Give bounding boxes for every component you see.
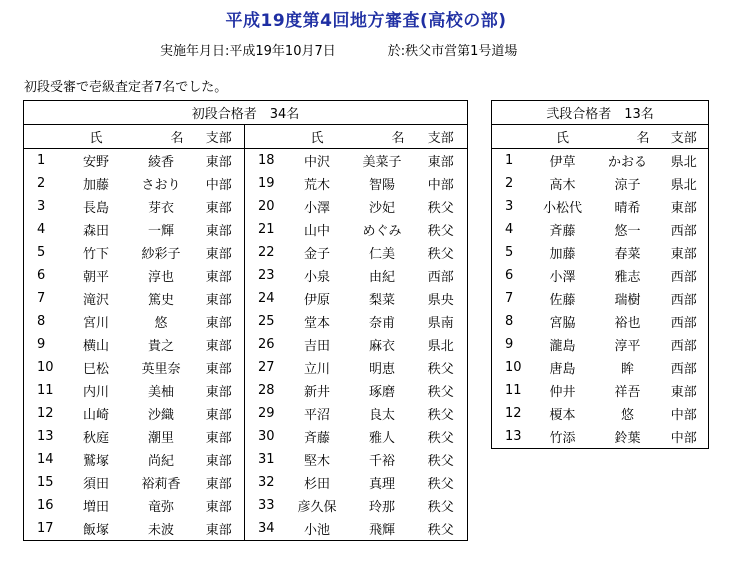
branch-cell: 秩父 (427, 224, 454, 239)
given-name-cell: 仁美 (368, 247, 395, 262)
surname-cell: 仲井 (549, 385, 576, 400)
given-name-cell: 裕莉香 (141, 477, 181, 492)
branch-cell: 東部 (194, 310, 245, 333)
branch-cell: 秩父 (427, 523, 454, 538)
surname-cell: 彦久保 (297, 500, 337, 515)
number-cell: 33 (258, 498, 275, 513)
branch-cell: 東部 (194, 356, 245, 379)
given-name-cell: 一輝 (147, 224, 174, 239)
given-name-cell: めぐみ (362, 224, 402, 239)
given-name-cell: 英里奈 (141, 362, 181, 377)
branch-cell: 中部 (194, 172, 245, 195)
table-row (492, 333, 709, 356)
branch-cell: 県央 (427, 293, 454, 308)
number-cell: 11 (37, 383, 54, 398)
given-name-cell: 淳平 (614, 339, 641, 354)
number-cell: 4 (37, 222, 46, 237)
given-name-cell: 悠 (620, 408, 634, 423)
table-row (24, 379, 468, 402)
surname-cell: 小池 (303, 523, 330, 538)
branch-cell: 秩父 (427, 454, 454, 469)
branch-cell: 東部 (670, 247, 697, 262)
surname-cell: 内川 (82, 385, 109, 400)
number-cell: 6 (37, 268, 46, 283)
table-row (492, 356, 709, 379)
table-row (492, 425, 709, 449)
number-cell: 21 (258, 222, 275, 237)
table-row (24, 448, 468, 471)
number-cell: 23 (258, 268, 275, 283)
surname-cell: 横山 (82, 339, 109, 354)
table-row (492, 287, 709, 310)
number-cell: 12 (505, 406, 522, 421)
given-name-cell: 竜弥 (147, 500, 174, 515)
given-name-cell: 真理 (368, 477, 395, 492)
surname-cell: 小澤 (303, 201, 330, 216)
table-row (24, 425, 468, 448)
given-name-cell: 雅志 (614, 270, 641, 285)
number-cell: 27 (258, 360, 275, 375)
surname-cell: 小澤 (549, 270, 576, 285)
table-row (492, 149, 709, 173)
surname-cell: 堅木 (303, 454, 330, 469)
branch-cell: 西部 (670, 339, 697, 354)
surname-cell: 伊原 (303, 293, 330, 308)
surname-cell: 加藤 (82, 178, 109, 193)
surname-cell: 秋庭 (82, 431, 109, 446)
branch-cell: 東部 (670, 201, 697, 216)
number-cell: 1 (37, 153, 46, 168)
header-surname: 氏 (530, 125, 596, 149)
branch-cell: 秩父 (427, 477, 454, 492)
number-cell: 34 (258, 521, 275, 536)
table-row (24, 517, 468, 541)
branch-cell: 西部 (670, 316, 697, 331)
kyu-note: 初段受審で壱級査定者7名でした。 (24, 80, 228, 95)
number-cell: 3 (505, 199, 514, 214)
surname-cell: 山崎 (82, 408, 109, 423)
surname-cell: 新井 (303, 385, 330, 400)
surname-cell: 小松代 (542, 201, 582, 216)
surname-cell: 竹添 (549, 431, 576, 446)
branch-cell: 西部 (670, 362, 697, 377)
number-cell: 4 (505, 222, 514, 237)
given-name-cell: 千裕 (368, 454, 395, 469)
branch-cell: 東部 (194, 379, 245, 402)
table-row (24, 241, 468, 264)
table-row (492, 379, 709, 402)
branch-cell: 西部 (670, 293, 697, 308)
number-cell: 30 (258, 429, 275, 444)
number-cell: 18 (258, 153, 275, 168)
number-cell: 25 (258, 314, 275, 329)
nidan-rows (492, 149, 709, 449)
number-cell: 6 (505, 268, 514, 283)
surname-cell: 伊草 (549, 155, 576, 170)
shodan-table (23, 100, 468, 541)
number-cell: 2 (37, 176, 46, 191)
header-branch: 支部 (660, 125, 709, 149)
given-name-cell: 裕也 (614, 316, 641, 331)
given-name-cell: 未波 (147, 523, 174, 538)
number-cell: 8 (505, 314, 514, 329)
number-cell: 7 (505, 291, 514, 306)
surname-cell: 中沢 (303, 155, 330, 170)
surname-cell: 唐島 (549, 362, 576, 377)
number-cell: 31 (258, 452, 275, 467)
given-name-cell: 祥吾 (614, 385, 641, 400)
surname-cell: 宮川 (82, 316, 109, 331)
branch-cell: 東部 (194, 402, 245, 425)
table-row (492, 172, 709, 195)
branch-cell: 東部 (194, 195, 245, 218)
given-name-cell: 玲那 (368, 500, 395, 515)
surname-cell: 増田 (82, 500, 109, 515)
branch-cell: 東部 (194, 264, 245, 287)
surname-cell: 滝沢 (82, 293, 109, 308)
surname-cell: 吉田 (303, 339, 330, 354)
given-name-cell: 淳也 (147, 270, 174, 285)
branch-cell: 東部 (194, 149, 245, 173)
shodan-rows (24, 149, 468, 541)
given-name-cell: 智陽 (368, 178, 395, 193)
given-name-cell: 潮里 (147, 431, 174, 446)
given-name-cell: 瑞樹 (614, 293, 641, 308)
given-name-cell: 雅人 (368, 431, 395, 446)
branch-cell: 東部 (670, 385, 697, 400)
surname-cell: 森田 (82, 224, 109, 239)
table-row (24, 356, 468, 379)
surname-cell: 竹下 (82, 247, 109, 262)
branch-cell: 中部 (427, 178, 454, 193)
number-cell: 20 (258, 199, 275, 214)
given-name-cell: 琢磨 (368, 385, 395, 400)
number-cell: 8 (37, 314, 46, 329)
branch-cell: 秩父 (427, 362, 454, 377)
given-name-cell: 尚紀 (147, 454, 174, 469)
table-row (492, 310, 709, 333)
branch-cell: 秩父 (427, 385, 454, 400)
number-cell: 3 (37, 199, 46, 214)
number-cell: 13 (37, 429, 54, 444)
number-cell: 10 (37, 360, 54, 375)
given-name-cell: 沙妃 (368, 201, 395, 216)
branch-cell: 東部 (194, 241, 245, 264)
given-name-cell: 良太 (368, 408, 395, 423)
given-name-cell: 涼子 (614, 178, 641, 193)
given-name-cell: 篤史 (147, 293, 174, 308)
table-row (24, 471, 468, 494)
table-row (492, 195, 709, 218)
number-cell: 15 (37, 475, 54, 490)
header-branch: 支部 (415, 125, 468, 149)
surname-cell: 荒木 (303, 178, 330, 193)
surname-cell: 瀧島 (549, 339, 576, 354)
branch-cell: 東部 (194, 494, 245, 517)
given-name-cell: 春菜 (614, 247, 641, 262)
given-name-cell: 貴之 (147, 339, 174, 354)
number-cell: 32 (258, 475, 275, 490)
number-cell: 2 (505, 176, 514, 191)
surname-cell: 平沼 (303, 408, 330, 423)
given-name-cell: 悠一 (614, 224, 641, 239)
given-name-cell: 梨菜 (368, 293, 395, 308)
given-name-cell: 綾香 (147, 155, 174, 170)
surname-cell: 立川 (303, 362, 330, 377)
surname-cell: 堂本 (303, 316, 330, 331)
given-name-cell: 奈甫 (368, 316, 395, 331)
surname-cell: 佐藤 (549, 293, 576, 308)
branch-cell: 秩父 (427, 201, 454, 216)
surname-cell: 斉藤 (549, 224, 576, 239)
surname-cell: 朝平 (82, 270, 109, 285)
given-name-cell: 由紀 (368, 270, 395, 285)
branch-cell: 秩父 (427, 247, 454, 262)
table-row (24, 333, 468, 356)
branch-cell: 東部 (194, 517, 245, 541)
branch-cell: 西部 (670, 224, 697, 239)
branch-cell: 東部 (194, 287, 245, 310)
nidan-caption: 弐段合格者 13名 (492, 101, 709, 125)
branch-cell: 東部 (194, 448, 245, 471)
table-row (24, 310, 468, 333)
number-cell: 26 (258, 337, 275, 352)
number-cell: 22 (258, 245, 275, 260)
given-name-cell: 紗彩子 (141, 247, 181, 262)
branch-cell: 県北 (670, 178, 697, 193)
number-cell: 10 (505, 360, 522, 375)
table-row (24, 264, 468, 287)
given-name-cell: 飛輝 (368, 523, 395, 538)
number-cell: 5 (505, 245, 514, 260)
branch-cell: 東部 (194, 471, 245, 494)
table-row (24, 402, 468, 425)
table-row (24, 149, 468, 173)
given-name-cell: 悠 (154, 316, 168, 331)
branch-cell: 秩父 (427, 500, 454, 515)
table-row (24, 287, 468, 310)
surname-cell: 杉田 (303, 477, 330, 492)
number-cell: 11 (505, 383, 522, 398)
table-row (492, 264, 709, 287)
branch-cell: 秩父 (427, 431, 454, 446)
number-cell: 9 (37, 337, 46, 352)
surname-cell: 須田 (82, 477, 109, 492)
given-name-cell: 芽衣 (147, 201, 174, 216)
branch-cell: 東部 (194, 425, 245, 448)
given-name-cell: さおり (141, 178, 181, 193)
page-title: 平成19度第4回地方審査(高校の部) (225, 11, 507, 31)
surname-cell: 飯塚 (82, 523, 109, 538)
given-name-cell: 麻衣 (368, 339, 395, 354)
table-row (24, 195, 468, 218)
given-name-cell: 美菜子 (362, 155, 402, 170)
surname-cell: 高木 (549, 178, 576, 193)
header-surname: 氏 (285, 125, 350, 149)
surname-cell: 宮脇 (549, 316, 576, 331)
nidan-table (491, 100, 709, 449)
surname-cell: 山中 (303, 224, 330, 239)
number-cell: 14 (37, 452, 54, 467)
number-cell: 7 (37, 291, 46, 306)
number-cell: 9 (505, 337, 514, 352)
header-given: 名 (596, 125, 660, 149)
number-cell: 12 (37, 406, 54, 421)
branch-cell: 県北 (427, 339, 454, 354)
surname-cell: 金子 (303, 247, 330, 262)
header-branch: 支部 (194, 125, 245, 149)
branch-cell: 西部 (670, 270, 697, 285)
surname-cell: 巳松 (82, 362, 109, 377)
surname-cell: 小泉 (303, 270, 330, 285)
table-row (24, 172, 468, 195)
number-cell: 13 (505, 429, 522, 444)
branch-cell: 西部 (427, 270, 454, 285)
shodan-caption: 初段合格者 34名 (24, 101, 468, 125)
number-cell: 1 (505, 153, 514, 168)
given-name-cell: 明恵 (368, 362, 395, 377)
number-cell: 19 (258, 176, 275, 191)
number-cell: 5 (37, 245, 46, 260)
table-row (492, 218, 709, 241)
given-name-cell: かおる (607, 155, 647, 170)
header-given: 名 (350, 125, 415, 149)
branch-cell: 東部 (194, 218, 245, 241)
surname-cell: 安野 (82, 155, 109, 170)
given-name-cell: 沙織 (147, 408, 174, 423)
branch-cell: 県北 (670, 155, 697, 170)
table-row (492, 402, 709, 425)
surname-cell: 加藤 (549, 247, 576, 262)
header-given: 名 (129, 125, 194, 149)
number-cell: 17 (37, 521, 54, 536)
given-name-cell: 晴希 (614, 201, 641, 216)
number-cell: 28 (258, 383, 275, 398)
number-cell: 29 (258, 406, 275, 421)
header-surname: 氏 (64, 125, 129, 149)
number-cell: 24 (258, 291, 275, 306)
surname-cell: 斉藤 (303, 431, 330, 446)
given-name-cell: 美柚 (147, 385, 174, 400)
surname-cell: 榎本 (549, 408, 576, 423)
table-row (24, 494, 468, 517)
branch-cell: 秩父 (427, 408, 454, 423)
surname-cell: 長島 (82, 201, 109, 216)
branch-cell: 東部 (427, 155, 454, 170)
table-row (24, 218, 468, 241)
given-name-cell: 鈴葉 (614, 431, 641, 446)
table-row (492, 241, 709, 264)
number-cell: 16 (37, 498, 54, 513)
branch-cell: 中部 (670, 408, 697, 423)
branch-cell: 県南 (427, 316, 454, 331)
given-name-cell: 眸 (620, 362, 634, 377)
branch-cell: 東部 (194, 333, 245, 356)
surname-cell: 鷲塚 (82, 454, 109, 469)
branch-cell: 中部 (670, 431, 697, 446)
exam-date-venue: 実施年月日:平成19年10月7日 於:秩父市営第1号道場 (160, 44, 518, 59)
